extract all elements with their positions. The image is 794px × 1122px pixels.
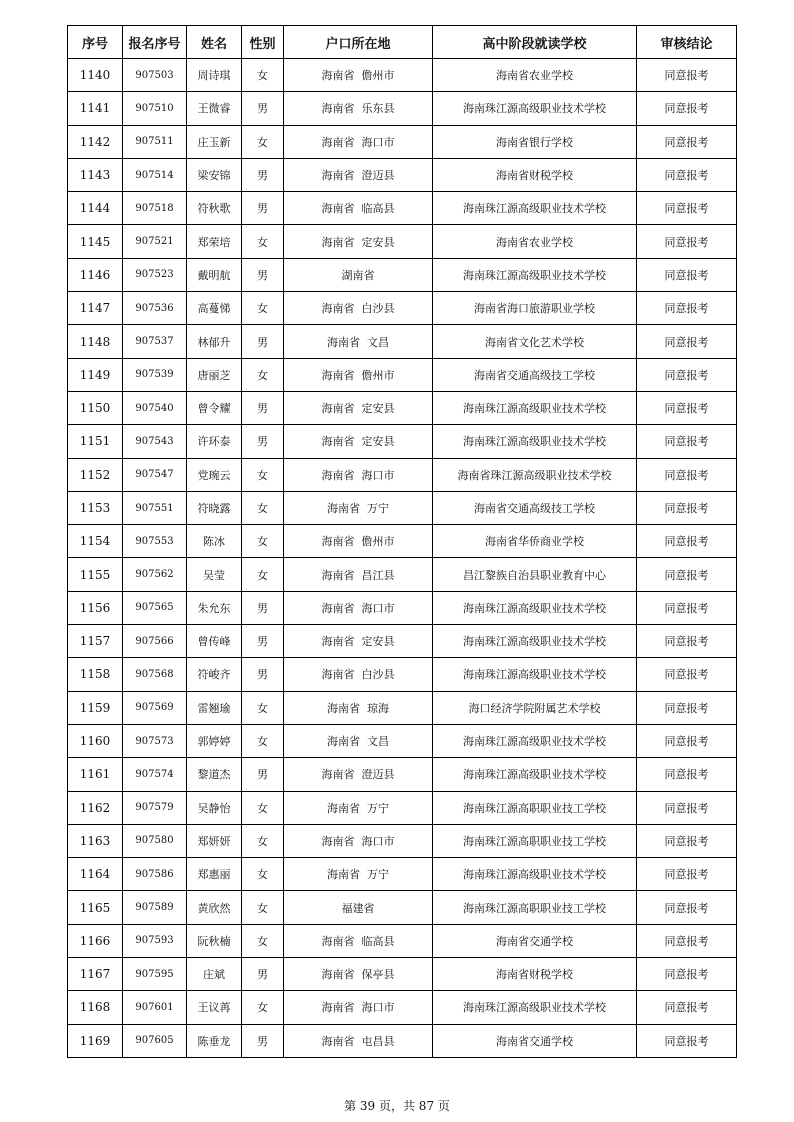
- cell-gender: 男: [242, 192, 284, 225]
- cell-review-result: 同意报考: [637, 192, 737, 225]
- cell-reg-id: 907514: [123, 158, 187, 191]
- cell-review-result: 同意报考: [637, 525, 737, 558]
- cell-reg-id: 907574: [123, 758, 187, 791]
- header-seq: 序号: [68, 26, 123, 59]
- cell-residence: 海南省 万宁: [284, 858, 433, 891]
- cell-seq: 1169: [68, 1024, 123, 1057]
- cell-review-result: 同意报考: [637, 791, 737, 824]
- table-row: [68, 558, 737, 591]
- cell-review-result: 同意报考: [637, 858, 737, 891]
- cell-name: 庄斌: [187, 958, 242, 991]
- table-row: [68, 924, 737, 957]
- table-row: [68, 158, 737, 191]
- cell-residence: 海南省 昌江县: [284, 558, 433, 591]
- cell-school: 海南珠江源高级职业技术学校: [433, 991, 637, 1024]
- table-row: [68, 258, 737, 291]
- cell-seq: 1156: [68, 591, 123, 624]
- cell-residence: 海南省 海口市: [284, 591, 433, 624]
- cell-review-result: 同意报考: [637, 59, 737, 92]
- cell-reg-id: 907518: [123, 192, 187, 225]
- cell-reg-id: 907579: [123, 791, 187, 824]
- cell-name: 郭婷婷: [187, 724, 242, 757]
- cell-seq: 1158: [68, 658, 123, 691]
- cell-seq: 1152: [68, 458, 123, 491]
- cell-review-result: 同意报考: [637, 325, 737, 358]
- cell-name: 党琬云: [187, 458, 242, 491]
- table-row: [68, 958, 737, 991]
- cell-reg-id: 907593: [123, 924, 187, 957]
- cell-review-result: 同意报考: [637, 258, 737, 291]
- cell-gender: 女: [242, 724, 284, 757]
- cell-residence: 海南省 定安县: [284, 225, 433, 258]
- cell-review-result: 同意报考: [637, 491, 737, 524]
- cell-seq: 1161: [68, 758, 123, 791]
- cell-residence: 海南省 保亭县: [284, 958, 433, 991]
- table-row: [68, 125, 737, 158]
- cell-reg-id: 907605: [123, 1024, 187, 1057]
- cell-seq: 1154: [68, 525, 123, 558]
- cell-seq: 1162: [68, 791, 123, 824]
- cell-reg-id: 907547: [123, 458, 187, 491]
- cell-school: 海南珠江源高级职业技术学校: [433, 658, 637, 691]
- cell-residence: 海南省 儋州市: [284, 358, 433, 391]
- cell-reg-id: 907573: [123, 724, 187, 757]
- cell-review-result: 同意报考: [637, 658, 737, 691]
- cell-school: 海南省珠江源高级职业技术学校: [433, 458, 637, 491]
- table-row: [68, 525, 737, 558]
- cell-name: 王微睿: [187, 92, 242, 125]
- cell-name: 戴明航: [187, 258, 242, 291]
- cell-seq: 1146: [68, 258, 123, 291]
- cell-gender: 男: [242, 158, 284, 191]
- cell-gender: 女: [242, 824, 284, 857]
- cell-gender: 男: [242, 958, 284, 991]
- cell-seq: 1141: [68, 92, 123, 125]
- cell-gender: 女: [242, 858, 284, 891]
- cell-residence: 海南省 海口市: [284, 824, 433, 857]
- cell-residence: 海南省 乐东县: [284, 92, 433, 125]
- cell-reg-id: 907510: [123, 92, 187, 125]
- table-row: [68, 891, 737, 924]
- cell-school: 海南省交通学校: [433, 1024, 637, 1057]
- cell-name: 周诗琪: [187, 59, 242, 92]
- cell-review-result: 同意报考: [637, 1024, 737, 1057]
- cell-gender: 男: [242, 258, 284, 291]
- cell-residence: 海南省 定安县: [284, 625, 433, 658]
- table-row: [68, 92, 737, 125]
- cell-seq: 1145: [68, 225, 123, 258]
- cell-reg-id: 907586: [123, 858, 187, 891]
- cell-school: 海南省华侨商业学校: [433, 525, 637, 558]
- cell-gender: 女: [242, 558, 284, 591]
- cell-school: 海南省农业学校: [433, 59, 637, 92]
- cell-residence: 海南省 定安县: [284, 425, 433, 458]
- cell-name: 曾令耀: [187, 391, 242, 424]
- cell-name: 庄玉新: [187, 125, 242, 158]
- cell-residence: 海南省 澄迈县: [284, 758, 433, 791]
- table-row: [68, 491, 737, 524]
- cell-seq: 1147: [68, 292, 123, 325]
- cell-review-result: 同意报考: [637, 625, 737, 658]
- cell-gender: 男: [242, 391, 284, 424]
- cell-seq: 1167: [68, 958, 123, 991]
- cell-gender: 女: [242, 691, 284, 724]
- table-row: [68, 791, 737, 824]
- cell-name: 林郁升: [187, 325, 242, 358]
- cell-name: 王议苒: [187, 991, 242, 1024]
- cell-seq: 1160: [68, 724, 123, 757]
- table-row: [68, 658, 737, 691]
- cell-seq: 1157: [68, 625, 123, 658]
- cell-review-result: 同意报考: [637, 458, 737, 491]
- cell-review-result: 同意报考: [637, 158, 737, 191]
- cell-residence: 湖南省: [284, 258, 433, 291]
- cell-review-result: 同意报考: [637, 691, 737, 724]
- cell-seq: 1144: [68, 192, 123, 225]
- cell-reg-id: 907511: [123, 125, 187, 158]
- cell-review-result: 同意报考: [637, 991, 737, 1024]
- cell-reg-id: 907540: [123, 391, 187, 424]
- cell-seq: 1143: [68, 158, 123, 191]
- cell-seq: 1140: [68, 59, 123, 92]
- cell-name: 郑惠丽: [187, 858, 242, 891]
- cell-seq: 1168: [68, 991, 123, 1024]
- cell-seq: 1153: [68, 491, 123, 524]
- cell-review-result: 同意报考: [637, 958, 737, 991]
- cell-gender: 男: [242, 591, 284, 624]
- header-reg-id: 报名序号: [123, 26, 187, 59]
- header-school: 高中阶段就读学校: [433, 26, 637, 59]
- cell-gender: 女: [242, 991, 284, 1024]
- table-header-row: [68, 26, 737, 59]
- cell-residence: 海南省 海口市: [284, 125, 433, 158]
- cell-school: 海南珠江源高级职业技术学校: [433, 858, 637, 891]
- cell-residence: 海南省 海口市: [284, 991, 433, 1024]
- table-row: [68, 1024, 737, 1057]
- page-footer: 第 39 页，共 87 页: [344, 1099, 450, 1113]
- cell-name: 郑妍妍: [187, 824, 242, 857]
- cell-school: 海南珠江源高级职业技术学校: [433, 625, 637, 658]
- cell-review-result: 同意报考: [637, 292, 737, 325]
- cell-seq: 1166: [68, 924, 123, 957]
- cell-reg-id: 907589: [123, 891, 187, 924]
- table-row: [68, 724, 737, 757]
- cell-school: 海南珠江源高级职业技术学校: [433, 391, 637, 424]
- cell-reg-id: 907539: [123, 358, 187, 391]
- cell-seq: 1159: [68, 691, 123, 724]
- cell-reg-id: 907553: [123, 525, 187, 558]
- cell-gender: 女: [242, 225, 284, 258]
- cell-review-result: 同意报考: [637, 758, 737, 791]
- cell-residence: 海南省 临高县: [284, 924, 433, 957]
- cell-reg-id: 907543: [123, 425, 187, 458]
- cell-residence: 海南省 文昌: [284, 724, 433, 757]
- cell-review-result: 同意报考: [637, 92, 737, 125]
- cell-school: 海南省银行学校: [433, 125, 637, 158]
- header-name: 姓名: [187, 26, 242, 59]
- cell-review-result: 同意报考: [637, 724, 737, 757]
- cell-gender: 男: [242, 325, 284, 358]
- cell-name: 陈垂龙: [187, 1024, 242, 1057]
- cell-gender: 女: [242, 891, 284, 924]
- cell-school: 海南珠江源高职职业技工学校: [433, 824, 637, 857]
- cell-gender: 女: [242, 125, 284, 158]
- table-row: [68, 858, 737, 891]
- cell-school: 海南省农业学校: [433, 225, 637, 258]
- cell-residence: 海南省 万宁: [284, 491, 433, 524]
- cell-review-result: 同意报考: [637, 591, 737, 624]
- cell-residence: 海南省 白沙县: [284, 658, 433, 691]
- header-residence: 户口所在地: [284, 26, 433, 59]
- cell-review-result: 同意报考: [637, 924, 737, 957]
- cell-seq: 1151: [68, 425, 123, 458]
- cell-gender: 男: [242, 1024, 284, 1057]
- cell-reg-id: 907566: [123, 625, 187, 658]
- cell-name: 许环泰: [187, 425, 242, 458]
- cell-seq: 1165: [68, 891, 123, 924]
- cell-name: 唐丽芝: [187, 358, 242, 391]
- cell-seq: 1142: [68, 125, 123, 158]
- applicant-table: [67, 25, 737, 1058]
- cell-review-result: 同意报考: [637, 558, 737, 591]
- cell-review-result: 同意报考: [637, 391, 737, 424]
- cell-gender: 男: [242, 658, 284, 691]
- table-row: [68, 59, 737, 92]
- cell-review-result: 同意报考: [637, 891, 737, 924]
- cell-name: 黎道杰: [187, 758, 242, 791]
- cell-reg-id: 907537: [123, 325, 187, 358]
- table-row: [68, 292, 737, 325]
- table-row: [68, 425, 737, 458]
- cell-review-result: 同意报考: [637, 125, 737, 158]
- cell-name: 符晓露: [187, 491, 242, 524]
- cell-school: 海南省财税学校: [433, 158, 637, 191]
- cell-reg-id: 907568: [123, 658, 187, 691]
- cell-reg-id: 907569: [123, 691, 187, 724]
- cell-name: 吴莹: [187, 558, 242, 591]
- cell-name: 吴静怡: [187, 791, 242, 824]
- cell-residence: 海南省 文昌: [284, 325, 433, 358]
- cell-reg-id: 907580: [123, 824, 187, 857]
- cell-school: 海南珠江源高级职业技术学校: [433, 425, 637, 458]
- table-row: [68, 691, 737, 724]
- cell-residence: 海南省 海口市: [284, 458, 433, 491]
- cell-reg-id: 907595: [123, 958, 187, 991]
- cell-school: 海南珠江源高职职业技工学校: [433, 791, 637, 824]
- cell-school: 海南珠江源高职职业技工学校: [433, 891, 637, 924]
- cell-residence: 海南省 琼海: [284, 691, 433, 724]
- cell-residence: 海南省 白沙县: [284, 292, 433, 325]
- cell-gender: 女: [242, 458, 284, 491]
- cell-name: 阮秋楠: [187, 924, 242, 957]
- table-row: [68, 192, 737, 225]
- cell-residence: 海南省 定安县: [284, 391, 433, 424]
- table-row: [68, 991, 737, 1024]
- cell-school: 海口经济学院附属艺术学校: [433, 691, 637, 724]
- cell-gender: 女: [242, 924, 284, 957]
- cell-school: 海南珠江源高级职业技术学校: [433, 92, 637, 125]
- cell-school: 海南珠江源高级职业技术学校: [433, 591, 637, 624]
- cell-school: 海南省财税学校: [433, 958, 637, 991]
- cell-gender: 女: [242, 292, 284, 325]
- cell-residence: 海南省 万宁: [284, 791, 433, 824]
- cell-name: 曾传峰: [187, 625, 242, 658]
- cell-name: 陈冰: [187, 525, 242, 558]
- cell-name: 郑荣培: [187, 225, 242, 258]
- cell-residence: 海南省 儋州市: [284, 59, 433, 92]
- cell-reg-id: 907523: [123, 258, 187, 291]
- table-row: [68, 225, 737, 258]
- cell-school: 海南珠江源高级职业技术学校: [433, 724, 637, 757]
- cell-name: 符秋歌: [187, 192, 242, 225]
- header-review-result: 审核结论: [637, 26, 737, 59]
- cell-reg-id: 907521: [123, 225, 187, 258]
- cell-school: 海南省交通高级技工学校: [433, 358, 637, 391]
- table-row: [68, 358, 737, 391]
- cell-review-result: 同意报考: [637, 425, 737, 458]
- cell-name: 朱允东: [187, 591, 242, 624]
- cell-gender: 男: [242, 92, 284, 125]
- cell-review-result: 同意报考: [637, 824, 737, 857]
- cell-school: 昌江黎族自治县职业教育中心: [433, 558, 637, 591]
- cell-residence: 海南省 临高县: [284, 192, 433, 225]
- table-row: [68, 391, 737, 424]
- cell-gender: 女: [242, 59, 284, 92]
- cell-school: 海南珠江源高级职业技术学校: [433, 258, 637, 291]
- cell-seq: 1150: [68, 391, 123, 424]
- cell-residence: 海南省 儋州市: [284, 525, 433, 558]
- cell-residence: 海南省 屯昌县: [284, 1024, 433, 1057]
- cell-seq: 1149: [68, 358, 123, 391]
- cell-name: 高蔓悌: [187, 292, 242, 325]
- table-row: [68, 591, 737, 624]
- cell-reg-id: 907503: [123, 59, 187, 92]
- cell-gender: 男: [242, 425, 284, 458]
- cell-reg-id: 907562: [123, 558, 187, 591]
- cell-reg-id: 907565: [123, 591, 187, 624]
- cell-name: 黄欣然: [187, 891, 242, 924]
- cell-school: 海南省文化艺术学校: [433, 325, 637, 358]
- cell-reg-id: 907601: [123, 991, 187, 1024]
- cell-school: 海南省交通高级技工学校: [433, 491, 637, 524]
- cell-review-result: 同意报考: [637, 225, 737, 258]
- cell-review-result: 同意报考: [637, 358, 737, 391]
- cell-residence: 海南省 澄迈县: [284, 158, 433, 191]
- cell-residence: 福建省: [284, 891, 433, 924]
- cell-gender: 女: [242, 791, 284, 824]
- table-row: [68, 824, 737, 857]
- cell-gender: 男: [242, 625, 284, 658]
- cell-school: 海南省海口旅游职业学校: [433, 292, 637, 325]
- header-gender: 性别: [242, 26, 284, 59]
- cell-seq: 1148: [68, 325, 123, 358]
- cell-school: 海南省交通学校: [433, 924, 637, 957]
- cell-gender: 女: [242, 525, 284, 558]
- cell-name: 符峻齐: [187, 658, 242, 691]
- cell-gender: 女: [242, 491, 284, 524]
- cell-gender: 男: [242, 758, 284, 791]
- table-row: [68, 458, 737, 491]
- cell-seq: 1155: [68, 558, 123, 591]
- cell-seq: 1164: [68, 858, 123, 891]
- cell-name: 雷翘瑜: [187, 691, 242, 724]
- cell-seq: 1163: [68, 824, 123, 857]
- cell-school: 海南珠江源高级职业技术学校: [433, 758, 637, 791]
- cell-gender: 女: [242, 358, 284, 391]
- cell-name: 梁安锦: [187, 158, 242, 191]
- cell-reg-id: 907536: [123, 292, 187, 325]
- table-row: [68, 325, 737, 358]
- table-row: [68, 625, 737, 658]
- cell-reg-id: 907551: [123, 491, 187, 524]
- cell-school: 海南珠江源高级职业技术学校: [433, 192, 637, 225]
- table-row: [68, 758, 737, 791]
